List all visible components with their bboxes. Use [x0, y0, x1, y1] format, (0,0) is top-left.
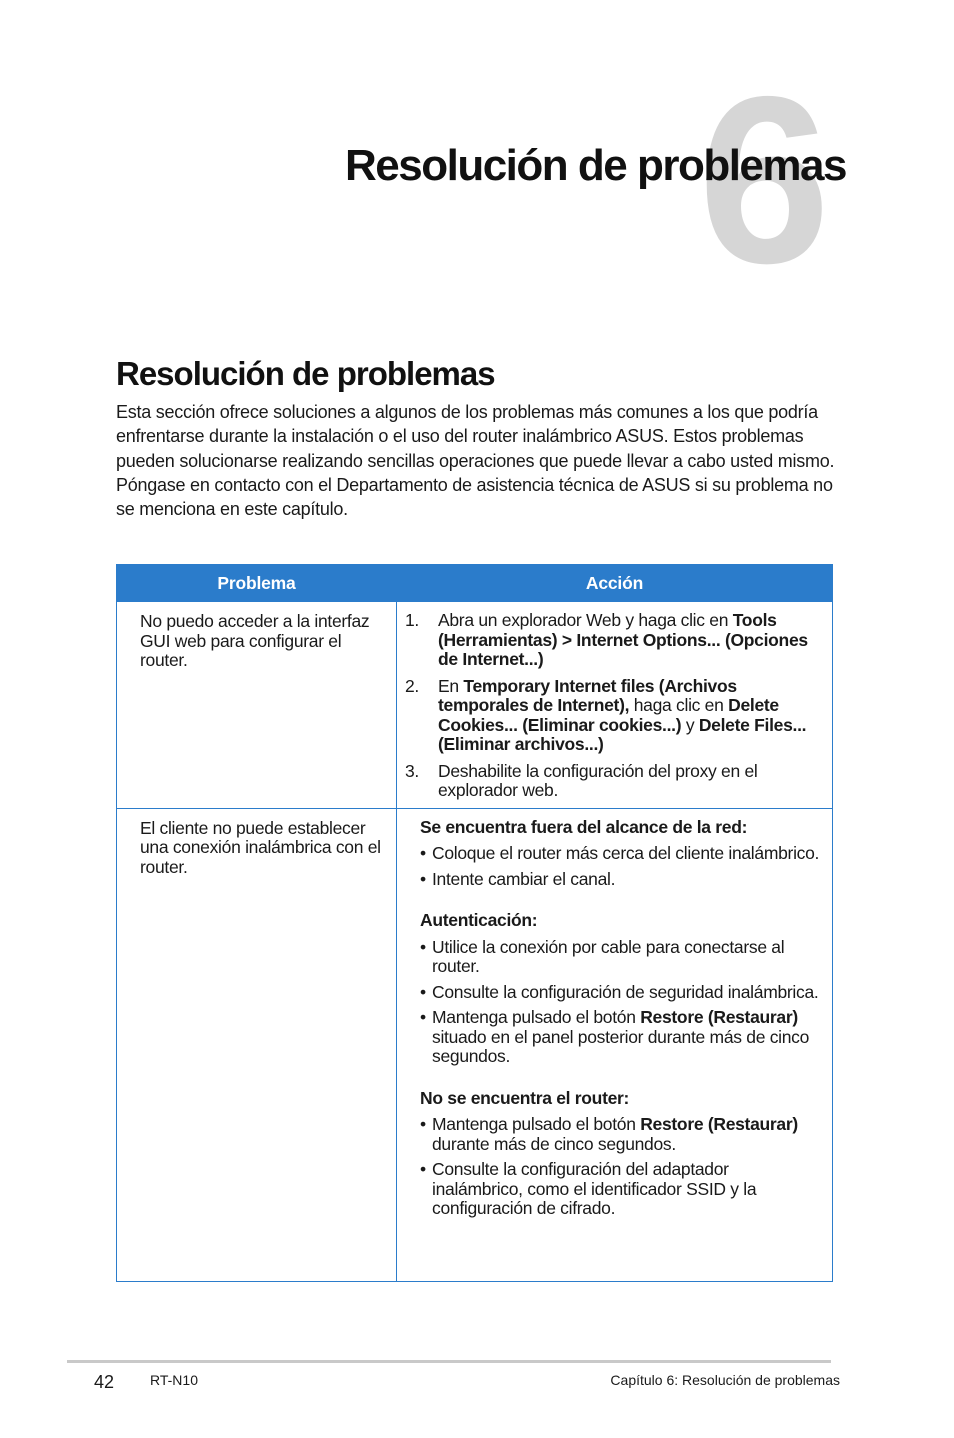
- bullet-item: [420, 1160, 822, 1219]
- action-cell: [397, 602, 833, 809]
- intro-paragraph: Esta sección ofrece soluciones a algunos de los problemas más comunes a los que podría enfrentarse durante la instalación o el uso del router inalámbrico ASUS. Estos problemas pueden solucionarse realizando sencillas operaciones que puede llevar a cabo usted mismo. Póngase en contacto con el Departamento de asistencia técnica de ASUS si su problema no se menciona en este capítulo.: [116, 402, 835, 520]
- table-row: [117, 602, 833, 809]
- bullet-text-bold: Restore (Restaurar): [640, 1007, 798, 1027]
- step-text-part: haga clic en: [629, 695, 729, 715]
- bullet-text-bold: Restore (Restaurar): [640, 1114, 798, 1134]
- group-heading: Se encuentra fuera del alcance de la red:: [420, 816, 748, 837]
- bullet-text: [432, 1008, 822, 1067]
- bullet-item: [420, 844, 822, 864]
- table-row: [117, 808, 833, 1282]
- bullet-icon: •: [420, 1159, 426, 1179]
- chapter-title: Resolución de problemas: [345, 141, 846, 190]
- footer-divider: [67, 1360, 831, 1363]
- bullet-item: [420, 983, 822, 1003]
- bullet-text: Consulte la configuración de seguridad inalámbrica.: [432, 981, 819, 1002]
- step-number: 1.: [405, 610, 419, 630]
- bullet-item: [420, 1008, 822, 1067]
- step-text-bold: Delete Cookies... (Eliminar cookies...): [438, 695, 779, 735]
- problem-cell: No puedo acceder a la interfaz GUI web para configurar el router.: [117, 602, 397, 809]
- step-text-bold: Tools (Herramientas) > Internet Options... (Opciones de Internet...): [438, 610, 808, 669]
- bullet-text-part: situado en el panel posterior durante más de cinco segundos.: [432, 1026, 810, 1066]
- step-number: 2.: [405, 675, 419, 696]
- action-steps: [405, 611, 822, 801]
- troubleshooting-table: [116, 564, 833, 1282]
- bullet-list: [420, 1115, 822, 1219]
- model-name: RT-N10: [150, 1372, 198, 1388]
- step-text: Deshabilite la configuración del proxy en el explorador web.: [438, 760, 758, 800]
- action-group: [405, 1089, 822, 1219]
- step-text-part: Abra un explorador Web y haga clic en: [438, 610, 733, 630]
- bullet-icon: •: [420, 981, 426, 1002]
- bullet-item: [420, 938, 822, 977]
- table-header-row: [117, 565, 833, 602]
- bullet-icon: •: [420, 936, 426, 957]
- bullet-text: Consulte la configuración del adaptador inalámbrico, como el identificador SSID y la configuración de cifrado.: [432, 1159, 757, 1218]
- bullet-icon: •: [420, 843, 426, 863]
- bullet-list: [420, 938, 822, 1067]
- step-item: [405, 762, 822, 801]
- bullet-text-part: durante más de cinco segundos.: [432, 1133, 676, 1154]
- bullet-text-part: Mantenga pulsado el botón: [432, 1114, 641, 1134]
- step-text-part: y: [681, 714, 699, 735]
- column-header-accion: Acción: [397, 565, 833, 602]
- chapter-reference: Capítulo 6: Resolución de problemas: [610, 1372, 840, 1388]
- section-title: Resolución de problemas: [116, 355, 495, 392]
- bullet-text: Intente cambiar el canal.: [432, 868, 616, 889]
- column-header-problema: Problema: [117, 565, 397, 602]
- group-heading: Autenticación:: [420, 910, 538, 930]
- group-heading: No se encuentra el router:: [420, 1087, 630, 1108]
- step-text-bold: Delete Files... (Eliminar archivos...): [438, 714, 807, 754]
- step-text: [438, 677, 822, 755]
- bullet-item: [420, 1115, 822, 1154]
- bullet-icon: •: [420, 1007, 426, 1027]
- bullet-text-part: Mantenga pulsado el botón: [432, 1007, 641, 1027]
- bullet-text: Utilice la conexión por cable para conectarse al router.: [432, 936, 785, 976]
- step-text: [438, 611, 822, 670]
- action-cell: [397, 808, 833, 1282]
- step-text-part: En: [438, 675, 464, 696]
- bullet-text: [432, 1115, 822, 1154]
- step-item: [405, 611, 822, 670]
- step-item: [405, 677, 822, 755]
- bullet-item: [420, 870, 822, 890]
- bullet-icon: •: [420, 1114, 426, 1134]
- bullet-list: [420, 844, 822, 889]
- action-group: [405, 818, 822, 890]
- page-number: 42: [94, 1372, 115, 1392]
- chapter-number: 6: [698, 48, 827, 313]
- bullet-icon: •: [420, 868, 426, 889]
- step-number: 3.: [405, 760, 419, 781]
- action-group: [405, 911, 822, 1067]
- bullet-text: Coloque el router más cerca del cliente inalámbrico.: [432, 843, 820, 863]
- step-text-bold: Temporary Internet files (Archivos temporales de Internet),: [438, 675, 737, 715]
- problem-cell: El cliente no puede establecer una conexión inalámbrica con el router.: [117, 808, 397, 1282]
